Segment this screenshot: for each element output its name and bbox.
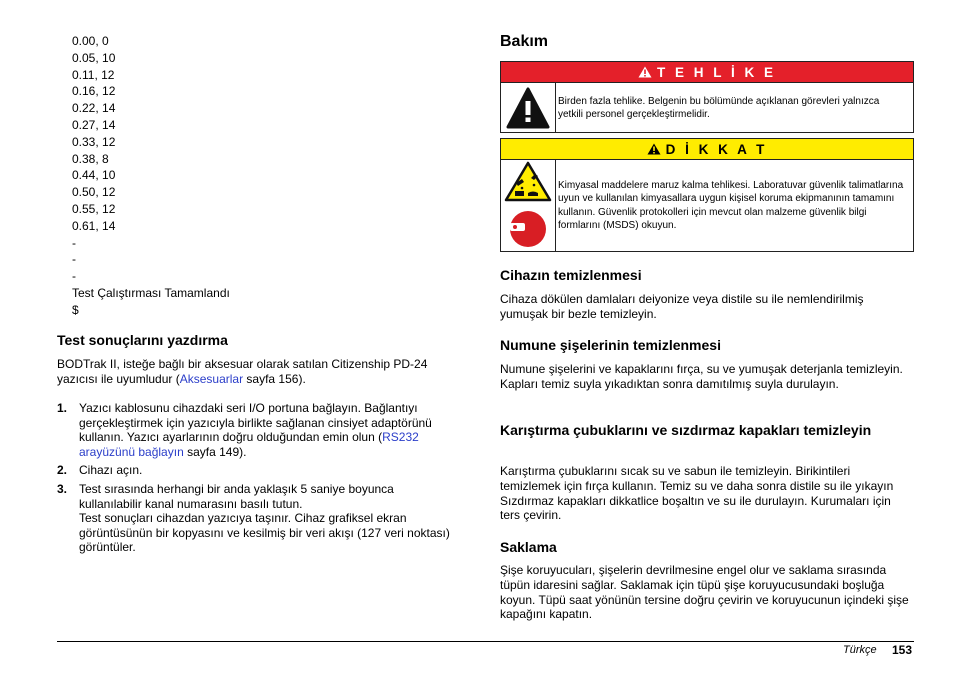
section-body: Karıştırma çubuklarını sıcak su ve sabun ile temizleyin. Birikintileri temizlemek için fırça kullanın. Temiz su ve daha sonra distile su ile yıkayın Sızdırmaz kapakları dikkatlice boşaltın ve su ile durulayın. Kurumaları için ters çevirin. bbox=[500, 464, 894, 523]
section-heading: Cihazın temizlenmesi bbox=[500, 267, 642, 283]
footer-divider bbox=[57, 641, 914, 642]
section-heading: Saklama bbox=[500, 539, 557, 555]
caution-notice bbox=[500, 138, 914, 252]
caution-text: Kimyasal maddelere maruz kalma tehlikesi. Laboratuvar güvenlik talimatlarına uyun ve kullanılan kimyasallara uygun kişisel koruma ekipmanının tamamını kullanın. Güvenlik protokolleri için mevcut olan malzeme güvenlik bilgi formlarını (MSDS) okuyun. bbox=[558, 180, 904, 231]
danger-text: Birden fazla tehlike. Belgenin bu bölümünde açıklanan görevleri yalnızca yetkili personel gerçekleştirmelidir. bbox=[558, 96, 880, 121]
data-line: - bbox=[72, 269, 76, 284]
print-steps-list bbox=[57, 401, 459, 555]
data-line: 0.22, 14 bbox=[72, 101, 116, 116]
data-line: 0.55, 12 bbox=[72, 201, 116, 216]
section-heading: Numune şişelerinin temizlenmesi bbox=[500, 337, 721, 353]
data-output-list bbox=[72, 33, 462, 319]
data-line: 0.50, 12 bbox=[72, 185, 116, 200]
print-intro-paragraph: BODTrak II, isteğe bağlı bir aksesuar olarak satılan Citizenship PD-24 yazıcısı ile uyumludur (Aksesuarlar sayfa 156). bbox=[57, 357, 428, 386]
data-line: $ bbox=[72, 302, 79, 317]
data-line: 0.11, 12 bbox=[72, 67, 115, 82]
step-item: 3. Test sırasında herhangi bir anda yaklaşık 5 saniye boyunca kullanılabilir kanal numarasını basılı tutun. Test sonuçları cihazdan yazıcıya taşınır. Cihaz grafiksel ekran görüntüsünün bir kopyasını ve kesilmiş bir veri akışı (127 veri noktası) görüntüler. bbox=[57, 481, 450, 555]
data-line: 0.27, 14 bbox=[72, 117, 116, 132]
data-line: - bbox=[72, 235, 76, 250]
section-body: Numune şişelerini ve kapaklarını fırça, su ve yumuşak deterjanla temizleyin. Kapları temiz suyla yıkadıktan sonra damıtılmış suyla durulayın. bbox=[500, 362, 903, 391]
print-results-heading: Test sonuçlarını yazdırma bbox=[57, 332, 228, 348]
accessories-link[interactable]: Aksesuarlar bbox=[179, 371, 244, 386]
danger-notice bbox=[500, 61, 914, 133]
footer-language: Türkçe bbox=[843, 644, 877, 656]
step-item: 2. Cihazı açın. bbox=[57, 463, 143, 478]
maintenance-title: Bakım bbox=[500, 33, 549, 50]
section-heading: Karıştırma çubuklarını ve sızdırmaz kapakları temizleyin bbox=[500, 422, 872, 438]
data-line: 0.38, 8 bbox=[72, 151, 109, 166]
page-number: 153 bbox=[892, 643, 913, 657]
step-item: 1. Yazıcı kablosunu cihazdaki seri I/O portuna bağlayın. Bağlantıyı gerçekleştirmek için yazıcıyla birlikte sağlanan cinsiyet adaptörünü kullanın. Yazıcı ayarlarının doğru olduğundan emin olun (RS232 arayüzünü bağlayın sayfa 149). bbox=[57, 401, 432, 459]
warning-triangle-icon bbox=[638, 66, 652, 78]
safety-glasses-icon bbox=[505, 211, 546, 247]
caution-header: D İ K K A T bbox=[501, 139, 913, 160]
data-line: 0.00, 0 bbox=[72, 34, 109, 48]
data-line: 0.05, 10 bbox=[72, 50, 116, 65]
data-line: - bbox=[72, 252, 76, 267]
data-line: 0.33, 12 bbox=[72, 134, 116, 149]
warning-triangle-icon bbox=[647, 143, 661, 155]
chemical-hazard-icon bbox=[506, 163, 550, 200]
data-line: 0.44, 10 bbox=[72, 168, 116, 183]
danger-header: T E H L İ K E bbox=[501, 62, 913, 83]
data-line: 0.16, 12 bbox=[72, 84, 116, 99]
section-body: Şişe koruyucuları, şişelerin devrilmesine engel olur ve saklama sırasında tüpün idaresini sağlar. Saklamak için tüpü şişe koruyucusundaki boşluğa koyun. Tüpü saat yönünün tersine doğru çevirin ve koruyucunun içindeki şişe kapağını kapatın. bbox=[500, 563, 909, 622]
data-line: 0.61, 14 bbox=[72, 218, 116, 233]
exclamation-triangle-icon bbox=[501, 83, 556, 132]
caution-icons bbox=[501, 160, 556, 251]
data-line: Test Çalıştırması Tamamlandı bbox=[72, 285, 230, 300]
section-body: Cihaza dökülen damlaları deiyonize veya distile su ile nemlendirilmiş yumuşak bir bezle temizleyin. bbox=[500, 292, 864, 321]
rs232-link[interactable]: RS232 arayüzünü bağlayın bbox=[79, 430, 419, 459]
